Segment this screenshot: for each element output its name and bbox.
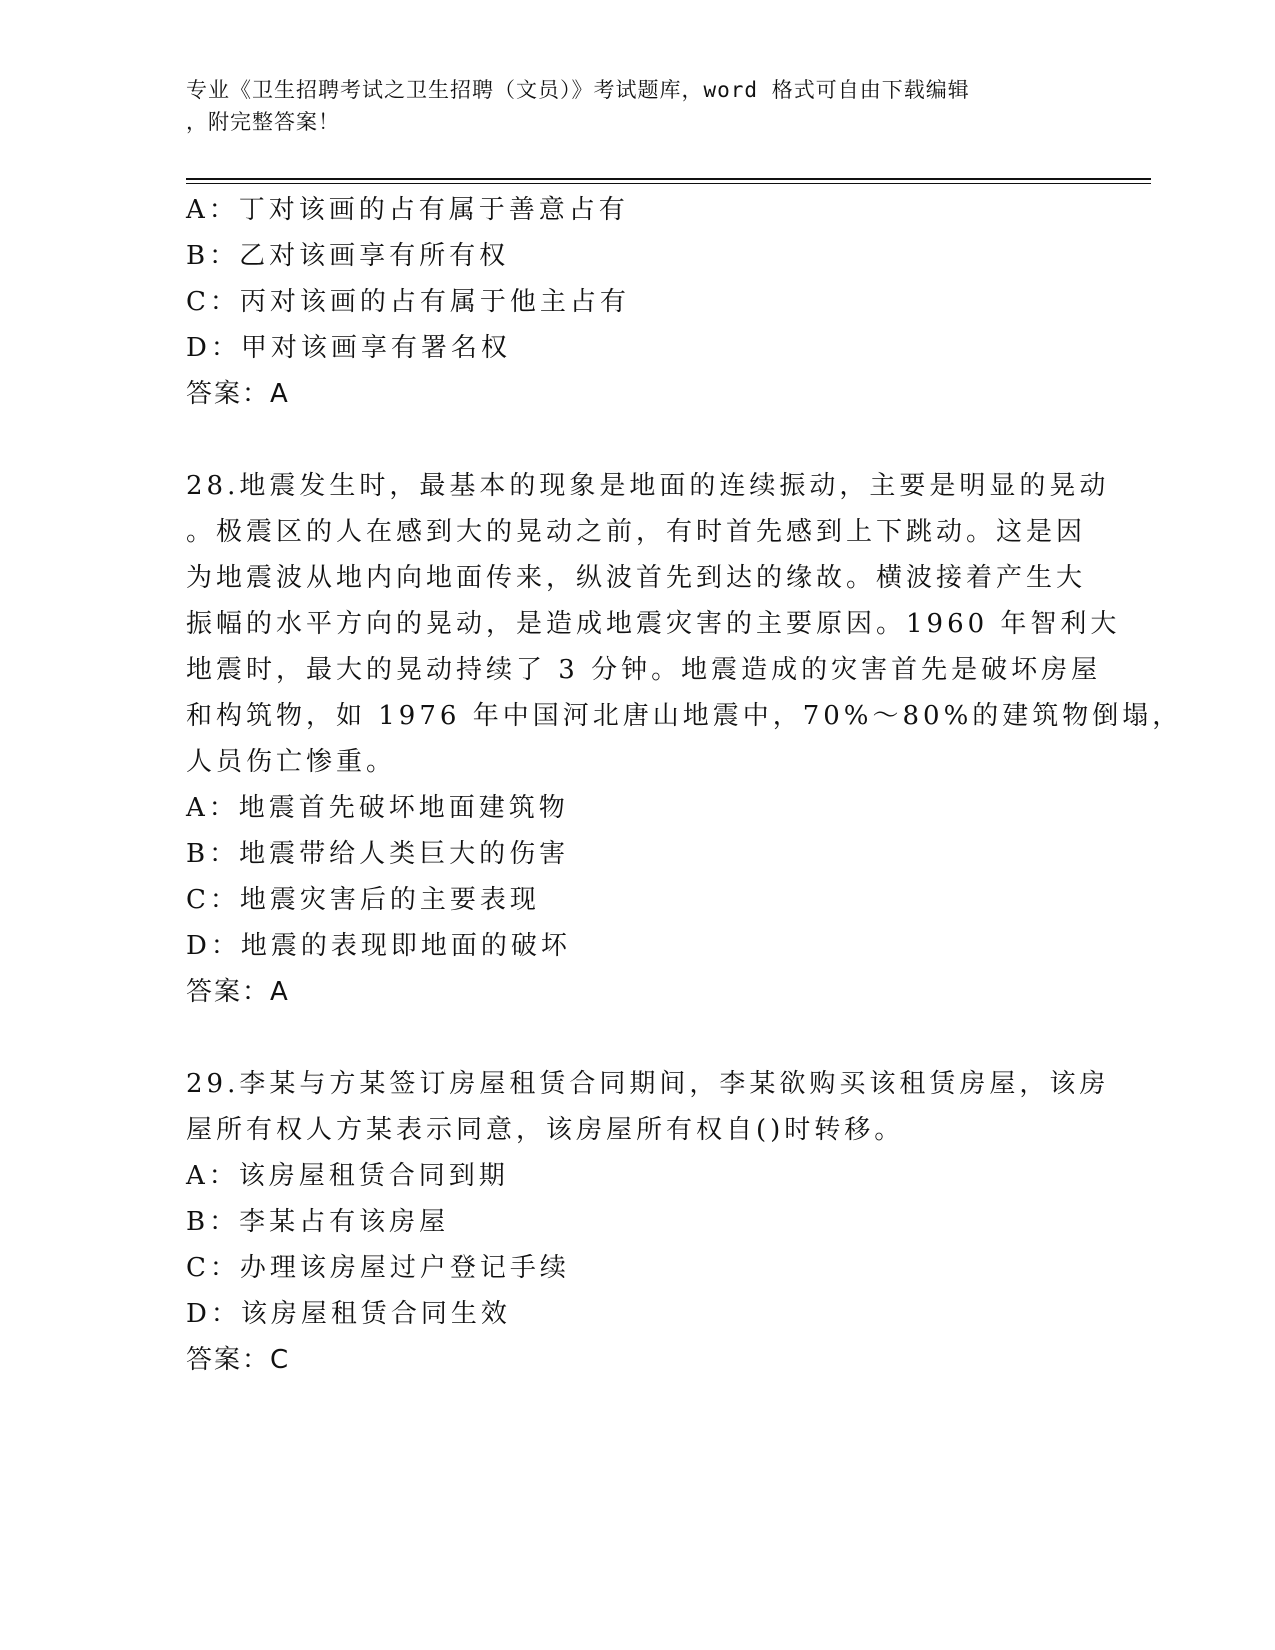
q27-option-b: B：乙对该画享有所有权 [186,241,510,271]
q28-option-c: C：地震灾害后的主要表现 [186,885,540,915]
q28-option-b: B：地震带给人类巨大的伤害 [186,839,570,869]
spacer [186,417,1086,463]
q29-answer: 答案：C [186,1345,291,1375]
question-27-block [186,187,1086,417]
q28-stem-line-4: 振幅的水平方向的晃动，是造成地震灾害的主要原因。1960 年智利大 [186,609,1121,639]
q28-stem-line-1: 28.地震发生时，最基本的现象是地面的连续振动，主要是明显的晃动 [186,471,1110,501]
q28-stem-line-6: 和构筑物，如 1976 年中国河北唐山地震中，70%～80%的建筑物倒塌， [186,701,1183,731]
q28-stem-line-5: 地震时，最大的晃动持续了 3 分钟。地震造成的灾害首先是破坏房屋 [186,655,1102,685]
q28-stem-line-2: 。极震区的人在感到大的晃动之前，有时首先感到上下跳动。这是因 [186,517,1087,547]
header-rule-thick [186,178,1151,180]
q29-option-d: D：该房屋租赁合同生效 [186,1299,511,1329]
q29-option-c: C：办理该房屋过户登记手续 [186,1253,570,1283]
q27-option-d: D：甲对该画享有署名权 [186,333,511,363]
header-line-2: ，附完整答案！ [186,110,340,134]
q28-answer: 答案：A [186,977,290,1007]
question-28-block [186,463,1183,1015]
q29-option-b: B：李某占有该房屋 [186,1207,450,1237]
question-29-block [186,1061,1110,1383]
document-header [186,74,1066,138]
q28-option-a: A：地震首先破坏地面建筑物 [186,793,569,823]
spacer [186,1015,1086,1061]
q28-stem-line-7: 人员伤亡惨重。 [186,747,397,777]
q28-stem-line-3: 为地震波从地内向地面传来，纵波首先到达的缘故。横波接着产生大 [186,563,1087,593]
q28-option-d: D：地震的表现即地面的破坏 [186,931,571,961]
header-rule-thin [186,183,1151,184]
q27-answer: 答案：A [186,379,290,409]
q29-stem-line-1: 29.李某与方某签订房屋租赁合同期间，李某欲购买该租赁房屋，该房 [186,1069,1110,1099]
q29-stem-line-2: 屋所有权人方某表示同意，该房屋所有权自()时转移。 [186,1115,905,1145]
document-body [186,187,1183,1383]
q27-option-c: C：丙对该画的占有属于他主占有 [186,287,630,317]
q29-option-a: A：该房屋租赁合同到期 [186,1161,509,1191]
header-line-1: 专业《卫生招聘考试之卫生招聘（文员）》考试题库，word 格式可自由下载编辑 [186,78,970,102]
q27-option-a: A：丁对该画的占有属于善意占有 [186,195,629,225]
